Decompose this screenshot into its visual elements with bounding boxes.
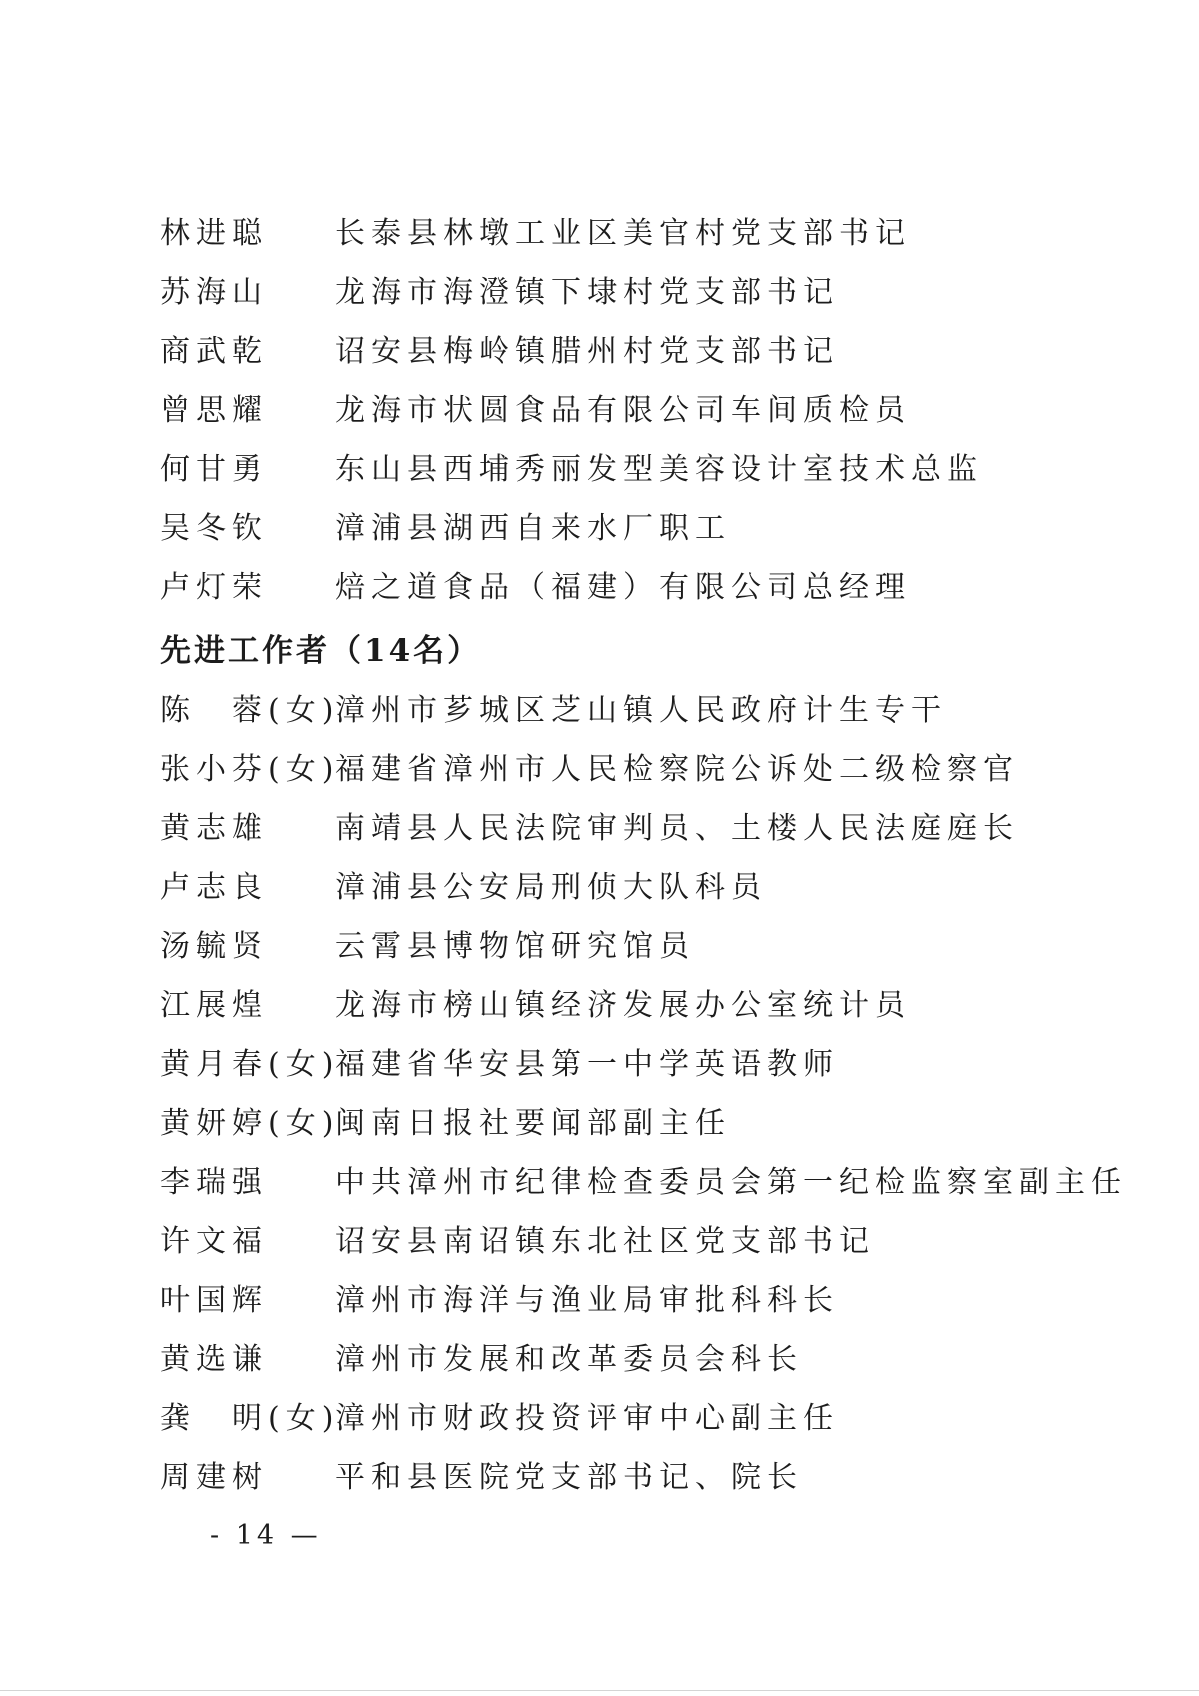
person-name: 许文福 [160,1223,268,1259]
list-item [160,913,1080,972]
person-position: 云霄县博物馆研究馆员 [335,928,695,964]
person-position: 漳州市芗城区芝山镇人民政府计生专干 [335,692,947,728]
list-item [160,1385,1080,1444]
list-item [160,1444,1080,1503]
page-number: - 14 — [210,1520,322,1551]
person-position: 龙海市榜山镇经济发展办公室统计员 [335,987,911,1023]
list-item [160,854,1080,913]
person-name: 林进聪 [160,215,268,251]
person-name: 黄选谦 [160,1341,268,1377]
person-name: 龚 明(女) [160,1400,340,1436]
honoree-list-upper [160,200,1080,613]
list-item [160,377,1080,436]
person-name: 曾思耀 [160,392,268,428]
person-name: 卢灯荣 [160,569,268,605]
person-position: 长泰县林墩工业区美官村党支部书记 [335,215,911,251]
person-position: 漳州市海洋与渔业局审批科科长 [335,1282,839,1318]
list-item [160,554,1080,613]
person-name: 吴冬钦 [160,510,268,546]
list-item [160,795,1080,854]
list-item [160,1208,1080,1267]
person-name: 苏海山 [160,274,268,310]
person-position: 龙海市状圆食品有限公司车间质检员 [335,392,911,428]
list-item [160,1326,1080,1385]
person-name: 江展煌 [160,987,268,1023]
person-name: 周建树 [160,1459,268,1495]
person-name: 汤毓贤 [160,928,268,964]
person-position: 南靖县人民法院审判员、土楼人民法庭庭长 [335,810,1019,846]
person-position: 平和县医院党支部书记、院长 [335,1459,803,1495]
list-item [160,318,1080,377]
section-heading: 先进工作者（14名） [160,633,482,669]
person-name: 陈 蓉(女) [160,692,340,728]
divider [0,1690,1199,1691]
person-position: 东山县西埔秀丽发型美容设计室技术总监 [335,451,983,487]
list-item [160,1267,1080,1326]
person-position: 焙之道食品（福建）有限公司总经理 [335,569,911,605]
person-position: 中共漳州市纪律检查委员会第一纪检监察室副主任 [335,1164,1127,1200]
person-position: 龙海市海澄镇下埭村党支部书记 [335,274,839,310]
list-item [160,1090,1080,1149]
person-name: 黄妍婷(女) [160,1105,340,1141]
person-name: 卢志良 [160,869,268,905]
person-name: 商武乾 [160,333,268,369]
list-item [160,436,1080,495]
person-position: 福建省漳州市人民检察院公诉处二级检察官 [335,751,1019,787]
person-position: 福建省华安县第一中学英语教师 [335,1046,839,1082]
person-position: 漳州市发展和改革委员会科长 [335,1341,803,1377]
list-item [160,677,1080,736]
list-item [160,259,1080,318]
list-item [160,495,1080,554]
person-name: 叶国辉 [160,1282,268,1318]
person-position: 闽南日报社要闻部副主任 [335,1105,731,1141]
list-item [160,972,1080,1031]
list-item [160,736,1080,795]
person-name: 黄月春(女) [160,1046,340,1082]
honoree-list-advanced-workers [160,677,1127,1503]
person-position: 漳州市财政投资评审中心副主任 [335,1400,839,1436]
person-position: 漳浦县公安局刑侦大队科员 [335,869,767,905]
person-name: 黄志雄 [160,810,268,846]
list-item [160,200,1080,259]
person-name: 张小芬(女) [160,751,340,787]
list-item [160,1149,1127,1208]
list-item [160,1031,1080,1090]
person-position: 诏安县南诏镇东北社区党支部书记 [335,1223,875,1259]
person-name: 李瑞强 [160,1164,268,1200]
person-position: 诏安县梅岭镇腊州村党支部书记 [335,333,839,369]
person-position: 漳浦县湖西自来水厂职工 [335,510,731,546]
person-name: 何甘勇 [160,451,268,487]
